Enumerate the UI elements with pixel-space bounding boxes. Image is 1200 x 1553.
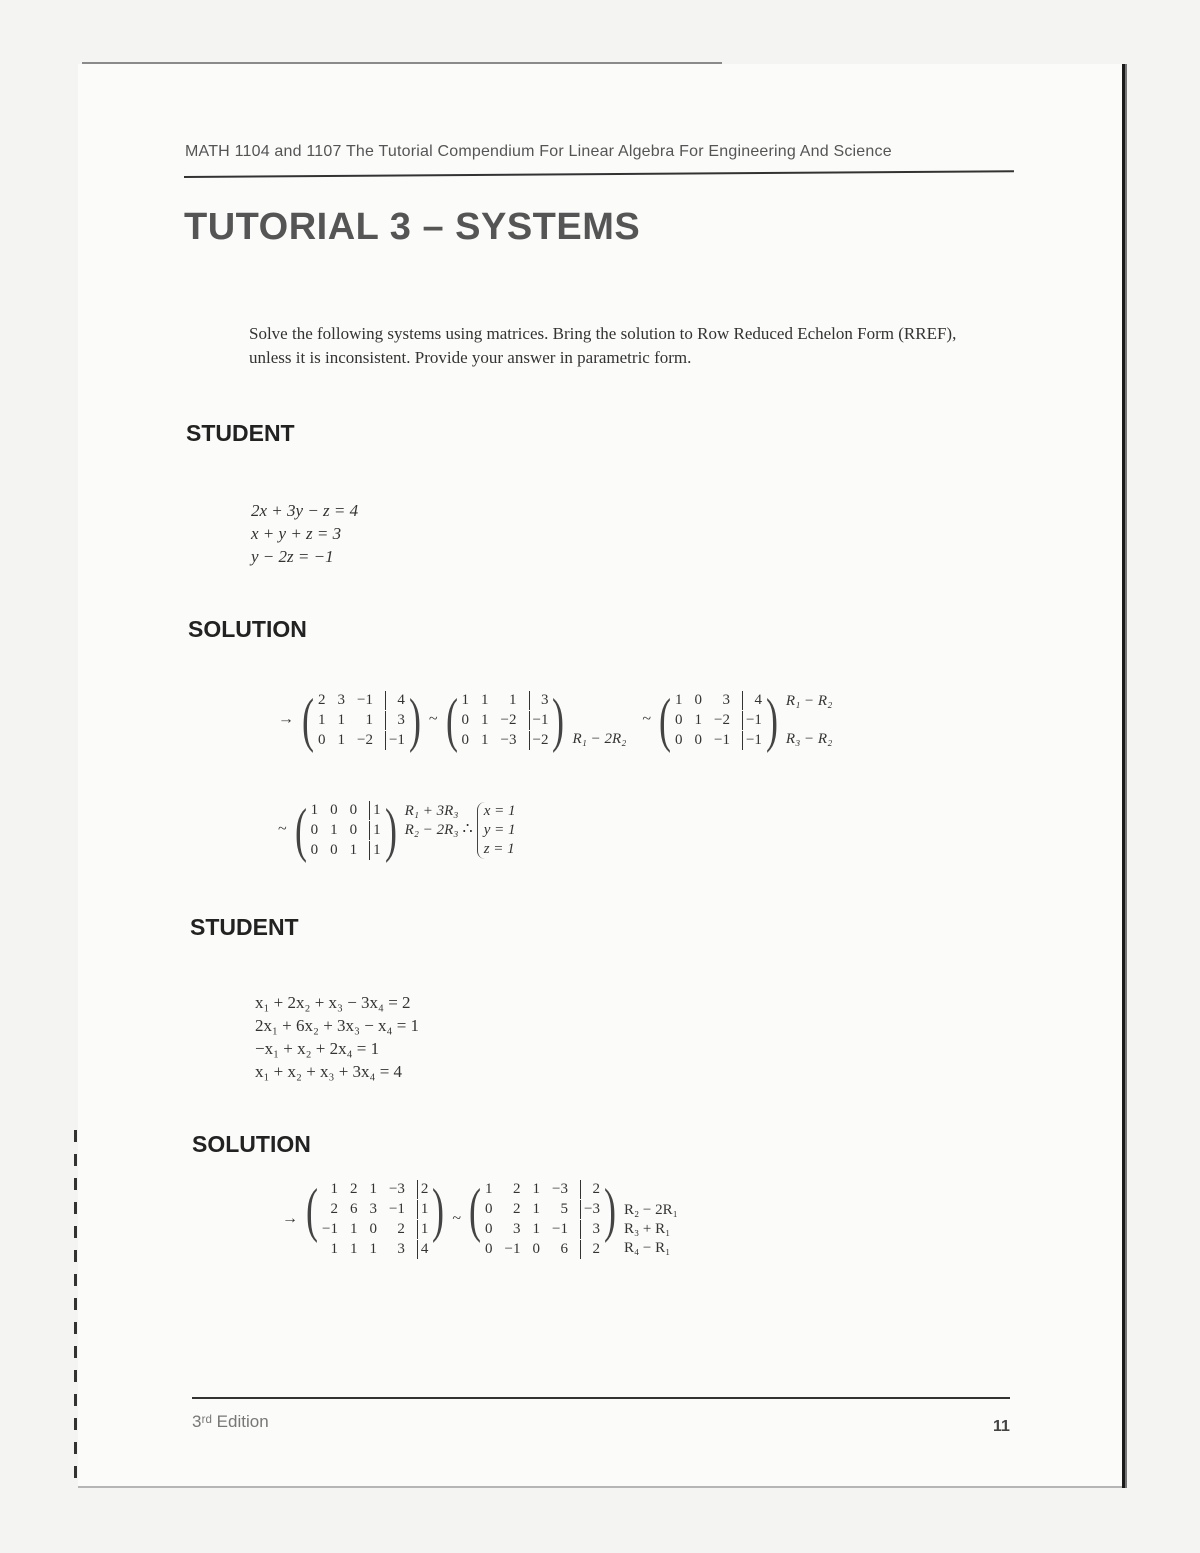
matrix-entry: −2: [356, 731, 373, 748]
right-paren: ): [603, 1177, 616, 1243]
tilde-symbol: ~: [428, 710, 438, 728]
solution-heading-1: SOLUTION: [188, 616, 307, 642]
matrix-entry: 1: [532, 1201, 541, 1217]
matrix-entry: 6: [560, 1241, 568, 1257]
tilde-symbol: ~: [452, 1210, 462, 1228]
equation: x₁ + 2x₂ + x₃ − 3x₄ = 2: [255, 993, 411, 1012]
matrix-entry: 1: [365, 711, 373, 728]
page-title: TUTORIAL 3 – SYSTEMS: [184, 206, 641, 248]
row-op: R₁ − 2R₂: [572, 730, 627, 747]
matrix-entry: −1: [321, 1221, 338, 1237]
matrix-entry: 3: [397, 1241, 405, 1257]
matrix-entry: −3: [500, 731, 517, 748]
matrix-grid: [318, 690, 405, 750]
matrix-entry: 0: [485, 1241, 493, 1257]
matrix-entry: −1: [388, 1201, 405, 1217]
row-op: [786, 711, 832, 730]
matrix-entry: 0: [675, 731, 683, 748]
matrix-entry: 0: [485, 1221, 493, 1237]
matrix-entry: 1: [330, 1241, 338, 1257]
augmented-entry: −1: [742, 731, 762, 750]
matrix-entry: 1: [485, 1181, 493, 1197]
matrix-entry: 0: [369, 1221, 377, 1237]
matrix-entry: 1: [509, 691, 517, 708]
equations-2: [255, 991, 419, 1083]
equation: 2x + 3y − z = 4: [251, 501, 359, 520]
right-paren: ): [408, 687, 421, 753]
matrix-entry: 1: [330, 821, 338, 838]
right-paren: ): [765, 687, 778, 753]
augmented-matrix: [465, 1177, 620, 1259]
tilde-symbol: ~: [642, 710, 652, 728]
matrix-entry: 3: [369, 1201, 377, 1217]
augmented-matrix: [655, 687, 782, 753]
matrix-entry: 0: [310, 821, 319, 838]
matrix-entry: 2: [349, 1181, 358, 1197]
row-op: [572, 692, 626, 711]
matrix-entry: 0: [349, 821, 358, 838]
left-paren: (: [469, 1177, 482, 1243]
matrix-entry: −1: [552, 1221, 568, 1237]
page-sheet: [78, 64, 1125, 1488]
matrix-entry: 0: [694, 691, 702, 708]
matrix-entry: −2: [714, 711, 730, 728]
augmented-entry: 3: [580, 1220, 600, 1239]
equation: −x₁ + x₂ + 2x₄ = 1: [255, 1039, 380, 1058]
augmented-entry: −3: [580, 1200, 600, 1219]
augmented-entry: −2: [529, 731, 549, 750]
matrix-entry: 0: [461, 711, 470, 728]
arrow-symbol: →: [282, 1210, 298, 1228]
matrix-entry: 1: [675, 691, 683, 708]
matrix-entry: 1: [330, 1181, 338, 1197]
augmented-entry: 2: [417, 1180, 429, 1199]
augmented-entry: 3: [385, 711, 405, 730]
matrix-entry: 0: [330, 801, 338, 818]
augmented-matrix: [298, 687, 425, 753]
row-operations: [624, 1182, 678, 1258]
student-heading-2: STUDENT: [190, 914, 299, 940]
augmented-entry: −1: [529, 711, 549, 730]
matrix-grid: [675, 690, 762, 750]
left-paren: (: [445, 687, 458, 753]
augmented-entry: −1: [742, 711, 762, 730]
matrix-grid: [322, 1180, 428, 1259]
matrix-entry: 0: [461, 731, 470, 748]
solution-1-step-1: [278, 687, 833, 753]
matrix-entry: 1: [481, 711, 489, 728]
augmented-entry: −1: [385, 731, 405, 750]
augmented-entry: 2: [580, 1240, 600, 1259]
matrix-entry: 0: [330, 841, 338, 858]
row-op: [405, 840, 459, 859]
augmented-entry: 1: [417, 1200, 429, 1219]
instructions: Solve the following systems using matrices. Bring the solution to Row Reduced Echelon Form (RREF), unless it is inconsistent. Provide your answer in parametric form.: [249, 324, 957, 367]
matrix-grid: [462, 690, 549, 750]
augmented-entry: 4: [417, 1240, 429, 1259]
matrix-entry: 0: [317, 731, 326, 748]
row-op: R₃ + R₁: [623, 1220, 671, 1237]
matrix-entry: 1: [461, 691, 470, 708]
equation: x + y + z = 3: [251, 524, 342, 543]
student-heading-1: STUDENT: [186, 420, 295, 446]
matrix-entry: −1: [504, 1241, 521, 1257]
matrix-entry: 6: [349, 1201, 358, 1217]
solution-1-step-2: [278, 797, 516, 863]
matrix-entry: 1: [532, 1221, 541, 1237]
matrix-entry: 1: [694, 711, 702, 728]
matrix-entry: −3: [388, 1181, 405, 1197]
row-op: R₃ − R₂: [785, 730, 833, 747]
row-op: R₂ − 2R₃: [404, 821, 459, 838]
augmented-entry: 1: [369, 841, 381, 860]
matrix-entry: 1: [481, 691, 489, 708]
solution-system: [477, 802, 516, 859]
matrix-entry: 3: [722, 691, 730, 708]
arrow-symbol: →: [278, 710, 294, 728]
right-paren: ): [432, 1177, 445, 1243]
equation: 2x₁ + 6x₂ + 3x₃ − x₄ = 1: [255, 1016, 420, 1035]
matrix-entry: 2: [330, 1201, 338, 1217]
left-paren: (: [301, 687, 314, 753]
row-op: R₁ − R₂: [785, 692, 833, 709]
row-operations: [405, 802, 459, 859]
augmented-matrix: [442, 687, 569, 753]
matrix-entry: −1: [356, 691, 373, 708]
matrix-entry: 0: [532, 1241, 541, 1257]
matrix-entry: 0: [485, 1201, 493, 1217]
matrix-entry: −1: [714, 731, 730, 748]
row-operations: [786, 692, 832, 749]
matrix-entry: 2: [513, 1181, 521, 1197]
row-op: y = 1: [483, 821, 516, 838]
row-op: R₁ + 3R₃: [404, 802, 459, 819]
matrix-entry: 0: [310, 841, 319, 858]
matrix-entry: 1: [310, 801, 319, 818]
matrix-entry: 1: [532, 1181, 541, 1197]
matrix-entry: −3: [552, 1181, 568, 1197]
matrix-grid: [311, 800, 381, 860]
matrix-entry: 1: [349, 1221, 358, 1237]
footer-rule: [192, 1397, 1010, 1399]
matrix-entry: 0: [349, 801, 358, 818]
left-paren: (: [294, 797, 307, 863]
matrix-entry: 3: [513, 1221, 521, 1237]
row-op: [624, 1182, 678, 1201]
left-paren: (: [659, 687, 672, 753]
row-op: x = 1: [483, 802, 516, 819]
matrix-entry: 1: [369, 1181, 377, 1197]
matrix-entry: 1: [349, 1241, 358, 1257]
row-op: R₄ − R₁: [623, 1239, 671, 1256]
augmented-entry: 3: [529, 691, 549, 710]
matrix-entry: 2: [513, 1201, 521, 1217]
scan-bottom-edge: [78, 1486, 1122, 1488]
matrix-entry: 5: [560, 1201, 568, 1217]
matrix-entry: 1: [369, 1241, 377, 1257]
therefore-symbol: ∴: [462, 820, 473, 838]
matrix-entry: 1: [337, 711, 345, 728]
equation: x₁ + x₂ + x₃ + 3x₄ = 4: [255, 1062, 403, 1081]
augmented-entry: 2: [580, 1180, 600, 1199]
matrix-entry: 0: [694, 731, 702, 748]
matrix-entry: 1: [337, 731, 345, 748]
augmented-entry: 1: [369, 801, 381, 820]
equations-1: [251, 499, 358, 568]
equation: y − 2z = −1: [251, 547, 334, 566]
matrix-entry: 1: [481, 731, 489, 748]
matrix-entry: 1: [317, 711, 326, 728]
right-paren: ): [384, 797, 397, 863]
left-paren: (: [305, 1177, 318, 1243]
edition-label: 3ʳᵈ Edition: [192, 1412, 269, 1431]
right-paren: ): [552, 687, 565, 753]
matrix-entry: 2: [317, 691, 326, 708]
row-op: [572, 711, 626, 730]
row-op: z = 1: [483, 840, 515, 857]
matrix-grid: [485, 1180, 600, 1259]
matrix-entry: 2: [397, 1221, 405, 1237]
tilde-symbol: ~: [278, 820, 287, 838]
augmented-matrix: [291, 797, 401, 863]
row-op: R₂ − 2R₁: [623, 1201, 678, 1218]
matrix-entry: 3: [337, 691, 345, 708]
augmented-entry: 4: [742, 691, 762, 710]
solution-2-step-1: [282, 1177, 678, 1259]
binding-holes: [74, 1130, 77, 1480]
augmented-entry: 1: [369, 821, 381, 840]
augmented-entry: 4: [385, 691, 405, 710]
solution-heading-2: SOLUTION: [192, 1131, 311, 1157]
running-header: MATH 1104 and 1107 The Tutorial Compendium For Linear Algebra For Engineering And Science: [185, 143, 892, 160]
augmented-entry: 1: [417, 1220, 429, 1239]
matrix-entry: 1: [349, 841, 358, 858]
matrix-entry: −2: [500, 711, 517, 728]
page-number: 11: [993, 1418, 1010, 1435]
augmented-matrix: [302, 1177, 448, 1259]
row-operations: [572, 692, 626, 749]
matrix-entry: 0: [675, 711, 683, 728]
